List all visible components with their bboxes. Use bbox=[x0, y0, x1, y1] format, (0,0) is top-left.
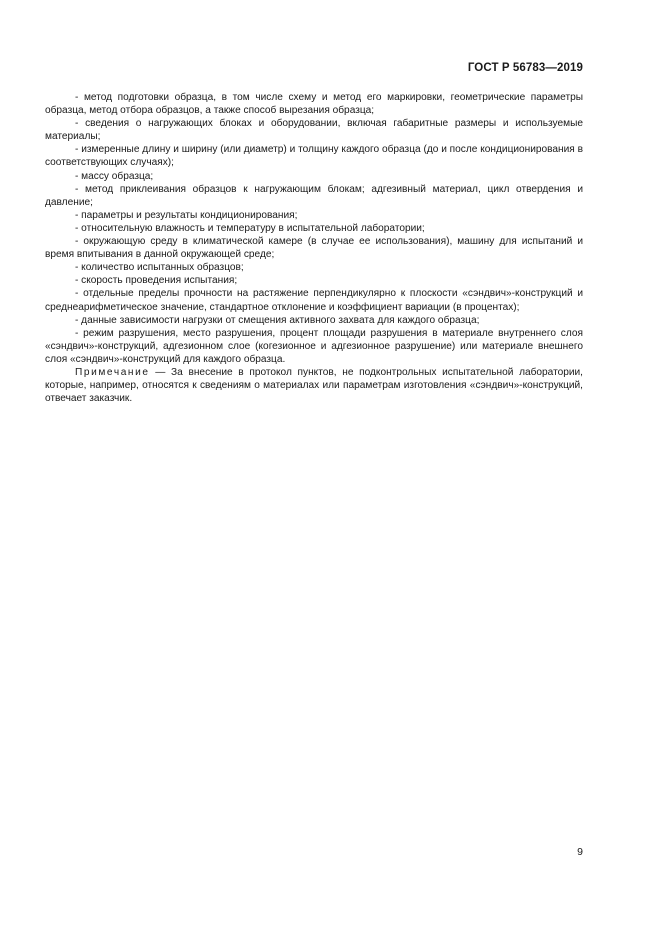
list-item: - режим разрушения, место разрушения, процент площади разрушения в материале внутреннего слоя «сэндвич»-конструкций, адгезионном слое (когезионное и адгезионное разрушение) или материале внешнего слоя «сэндвич»-конструкций для каждого образца. bbox=[45, 327, 583, 365]
list-item: - относительную влажность и температуру в испытательной лаборатории; bbox=[75, 222, 425, 234]
note-text: — За внесение в протокол пунктов, не подконтрольных испытательной лаборатории, которые, например, относятся к сведениям о материалах или параметрам изготовления «сэндвич»-конструкций, отвечает заказчик. bbox=[45, 366, 583, 405]
page-number: 9 bbox=[577, 846, 583, 858]
list-item: - скорость проведения испытания; bbox=[75, 275, 238, 287]
list-item: - сведения о нагружающих блоках и оборудовании, включая габаритные размеры и используемые материалы; bbox=[45, 118, 583, 143]
note-label: Примечание bbox=[75, 366, 150, 378]
list-item: - отдельные пределы прочности на растяжение перпендикулярно к плоскости «сэндвич»-конструкций и среднеарифметическое значение, стандартное отклонение и коэффициент вариации (в процентах); bbox=[45, 288, 583, 313]
list-item: - измеренные длину и ширину (или диаметр) и толщину каждого образца (до и после кондиционирования в соответствующих случаях); bbox=[45, 144, 583, 169]
list-item: - массу образца; bbox=[75, 170, 154, 182]
list-item: - параметры и результаты кондиционирования; bbox=[75, 209, 298, 221]
report-requirements bbox=[45, 91, 583, 405]
list-item: - количество испытанных образцов; bbox=[75, 262, 244, 274]
list-item: - метод приклеивания образцов к нагружающим блокам; адгезивный материал, цикл отвердения и давление; bbox=[45, 183, 583, 208]
list-item: - метод подготовки образца, в том числе схему и метод его маркировки, геометрические параметры образца, метод отбора образцов, а также способ вырезания образца; bbox=[45, 92, 583, 117]
note bbox=[45, 366, 583, 405]
list-item: - окружающую среду в климатической камере (в случае ее использования), машину для испытаний и время впитывания в данной окружающей среде; bbox=[45, 236, 583, 261]
list-item: - данные зависимости нагрузки от смещения активного захвата для каждого образца; bbox=[75, 314, 480, 326]
document-code: ГОСТ Р 56783—2019 bbox=[467, 62, 583, 74]
